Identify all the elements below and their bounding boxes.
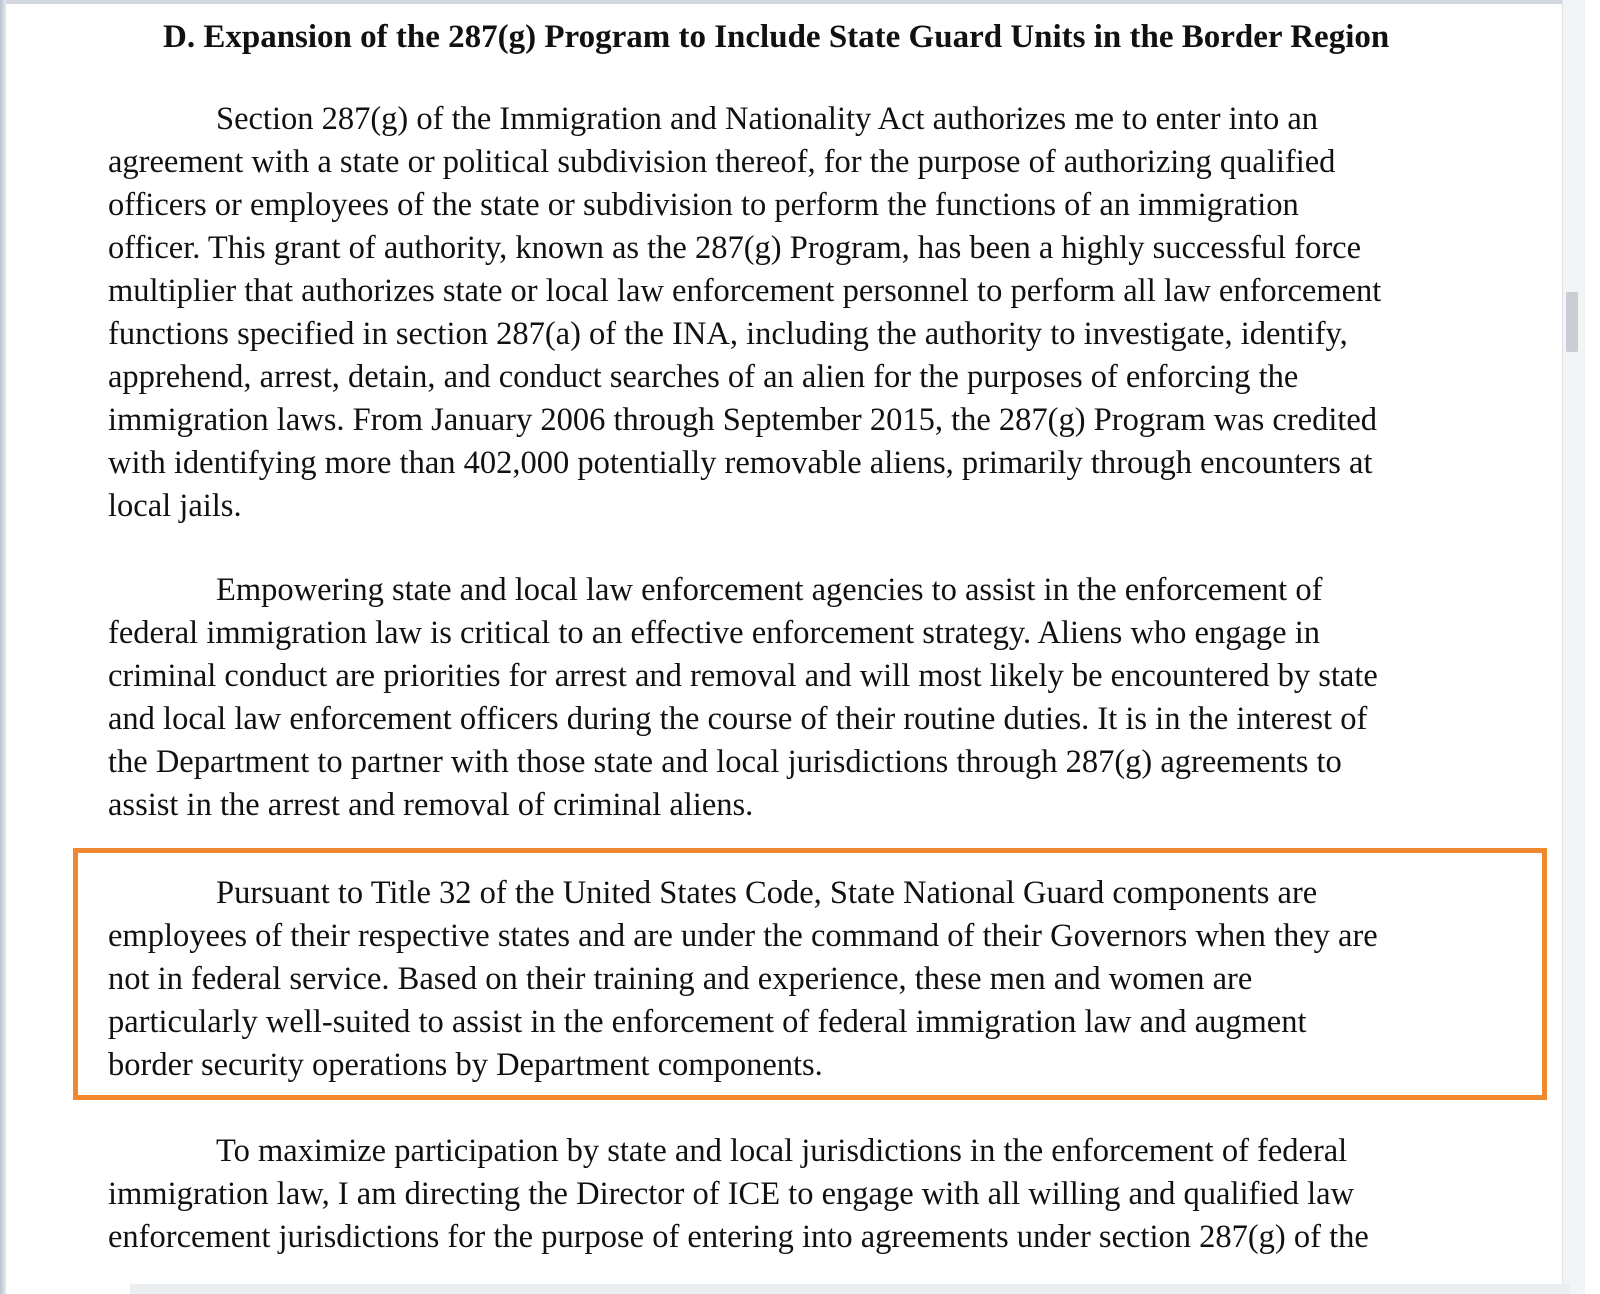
scrollbar-thumb[interactable] xyxy=(1566,292,1578,352)
paragraph-empowering-agencies xyxy=(108,569,1558,827)
viewer-right-gutter xyxy=(1585,0,1600,1294)
paragraph-line: with identifying more than 402,000 potentially removable aliens, primarily through encounters at xyxy=(108,445,1373,481)
paragraph-287g-overview xyxy=(108,98,1558,528)
horizontal-scrollbar[interactable] xyxy=(130,1284,1570,1294)
paragraph-line: assist in the arrest and removal of criminal aliens. xyxy=(108,787,754,823)
paragraph-line: particularly well-suited to assist in the enforcement of federal immigration law and augment xyxy=(108,1004,1307,1040)
paragraph-line: local jails. xyxy=(108,488,242,524)
paragraph-line: border security operations by Department components. xyxy=(108,1047,823,1083)
vertical-scrollbar[interactable] xyxy=(1562,0,1585,1294)
paragraph-line: criminal conduct are priorities for arrest and removal and will most likely be encountered by state xyxy=(108,658,1378,694)
paragraph-line: immigration law, I am directing the Director of ICE to engage with all willing and qualified law xyxy=(108,1176,1355,1212)
paragraph-line: enforcement jurisdictions for the purpose of entering into agreements under section 287(g) of the xyxy=(108,1219,1369,1255)
paragraph-line: federal immigration law is critical to an effective enforcement strategy. Aliens who engage in xyxy=(108,615,1320,651)
paragraph-maximize-participation xyxy=(108,1130,1548,1259)
paragraph-line: employees of their respective states and are under the command of their Governors when they are xyxy=(108,918,1378,954)
paragraph-line: not in federal service. Based on their training and experience, these men and women are xyxy=(108,961,1253,997)
viewer-left-border xyxy=(0,0,6,1294)
paragraph-line: officers or employees of the state or subdivision to perform the functions of an immigration xyxy=(108,187,1299,223)
document-page xyxy=(108,16,1558,827)
paragraph-line: and local law enforcement officers during the course of their routine duties. It is in the interest of xyxy=(108,701,1368,737)
paragraph-line: functions specified in section 287(a) of the INA, including the authority to investigate, identify, xyxy=(108,316,1348,352)
paragraph-line: Pursuant to Title 32 of the United States Code, State National Guard components are xyxy=(216,875,1318,911)
paragraph-line: multiplier that authorizes state or local law enforcement personnel to perform all law enforcement xyxy=(108,273,1382,309)
paragraph-line: Empowering state and local law enforcement agencies to assist in the enforcement of xyxy=(216,572,1323,608)
paragraph-line: the Department to partner with those state and local jurisdictions through 287(g) agreements to xyxy=(108,744,1342,780)
paragraph-line: apprehend, arrest, detain, and conduct searches of an alien for the purposes of enforcing the xyxy=(108,359,1299,395)
paragraph-line: immigration laws. From January 2006 through September 2015, the 287(g) Program was credited xyxy=(108,402,1378,438)
paragraph-line: To maximize participation by state and local jurisdictions in the enforcement of federal xyxy=(216,1133,1348,1169)
paragraph-line: officer. This grant of authority, known as the 287(g) Program, has been a highly successful force xyxy=(108,230,1362,266)
viewer-top-border xyxy=(0,0,1600,4)
section-heading: D. Expansion of the 287(g) Program to Include State Guard Units in the Border Region xyxy=(163,19,1390,55)
paragraph-line: Section 287(g) of the Immigration and Nationality Act authorizes me to enter into an xyxy=(216,101,1319,137)
paragraph-national-guard-highlighted xyxy=(108,872,1548,1087)
paragraph-line: agreement with a state or political subdivision thereof, for the purpose of authorizing qualified xyxy=(108,144,1336,180)
